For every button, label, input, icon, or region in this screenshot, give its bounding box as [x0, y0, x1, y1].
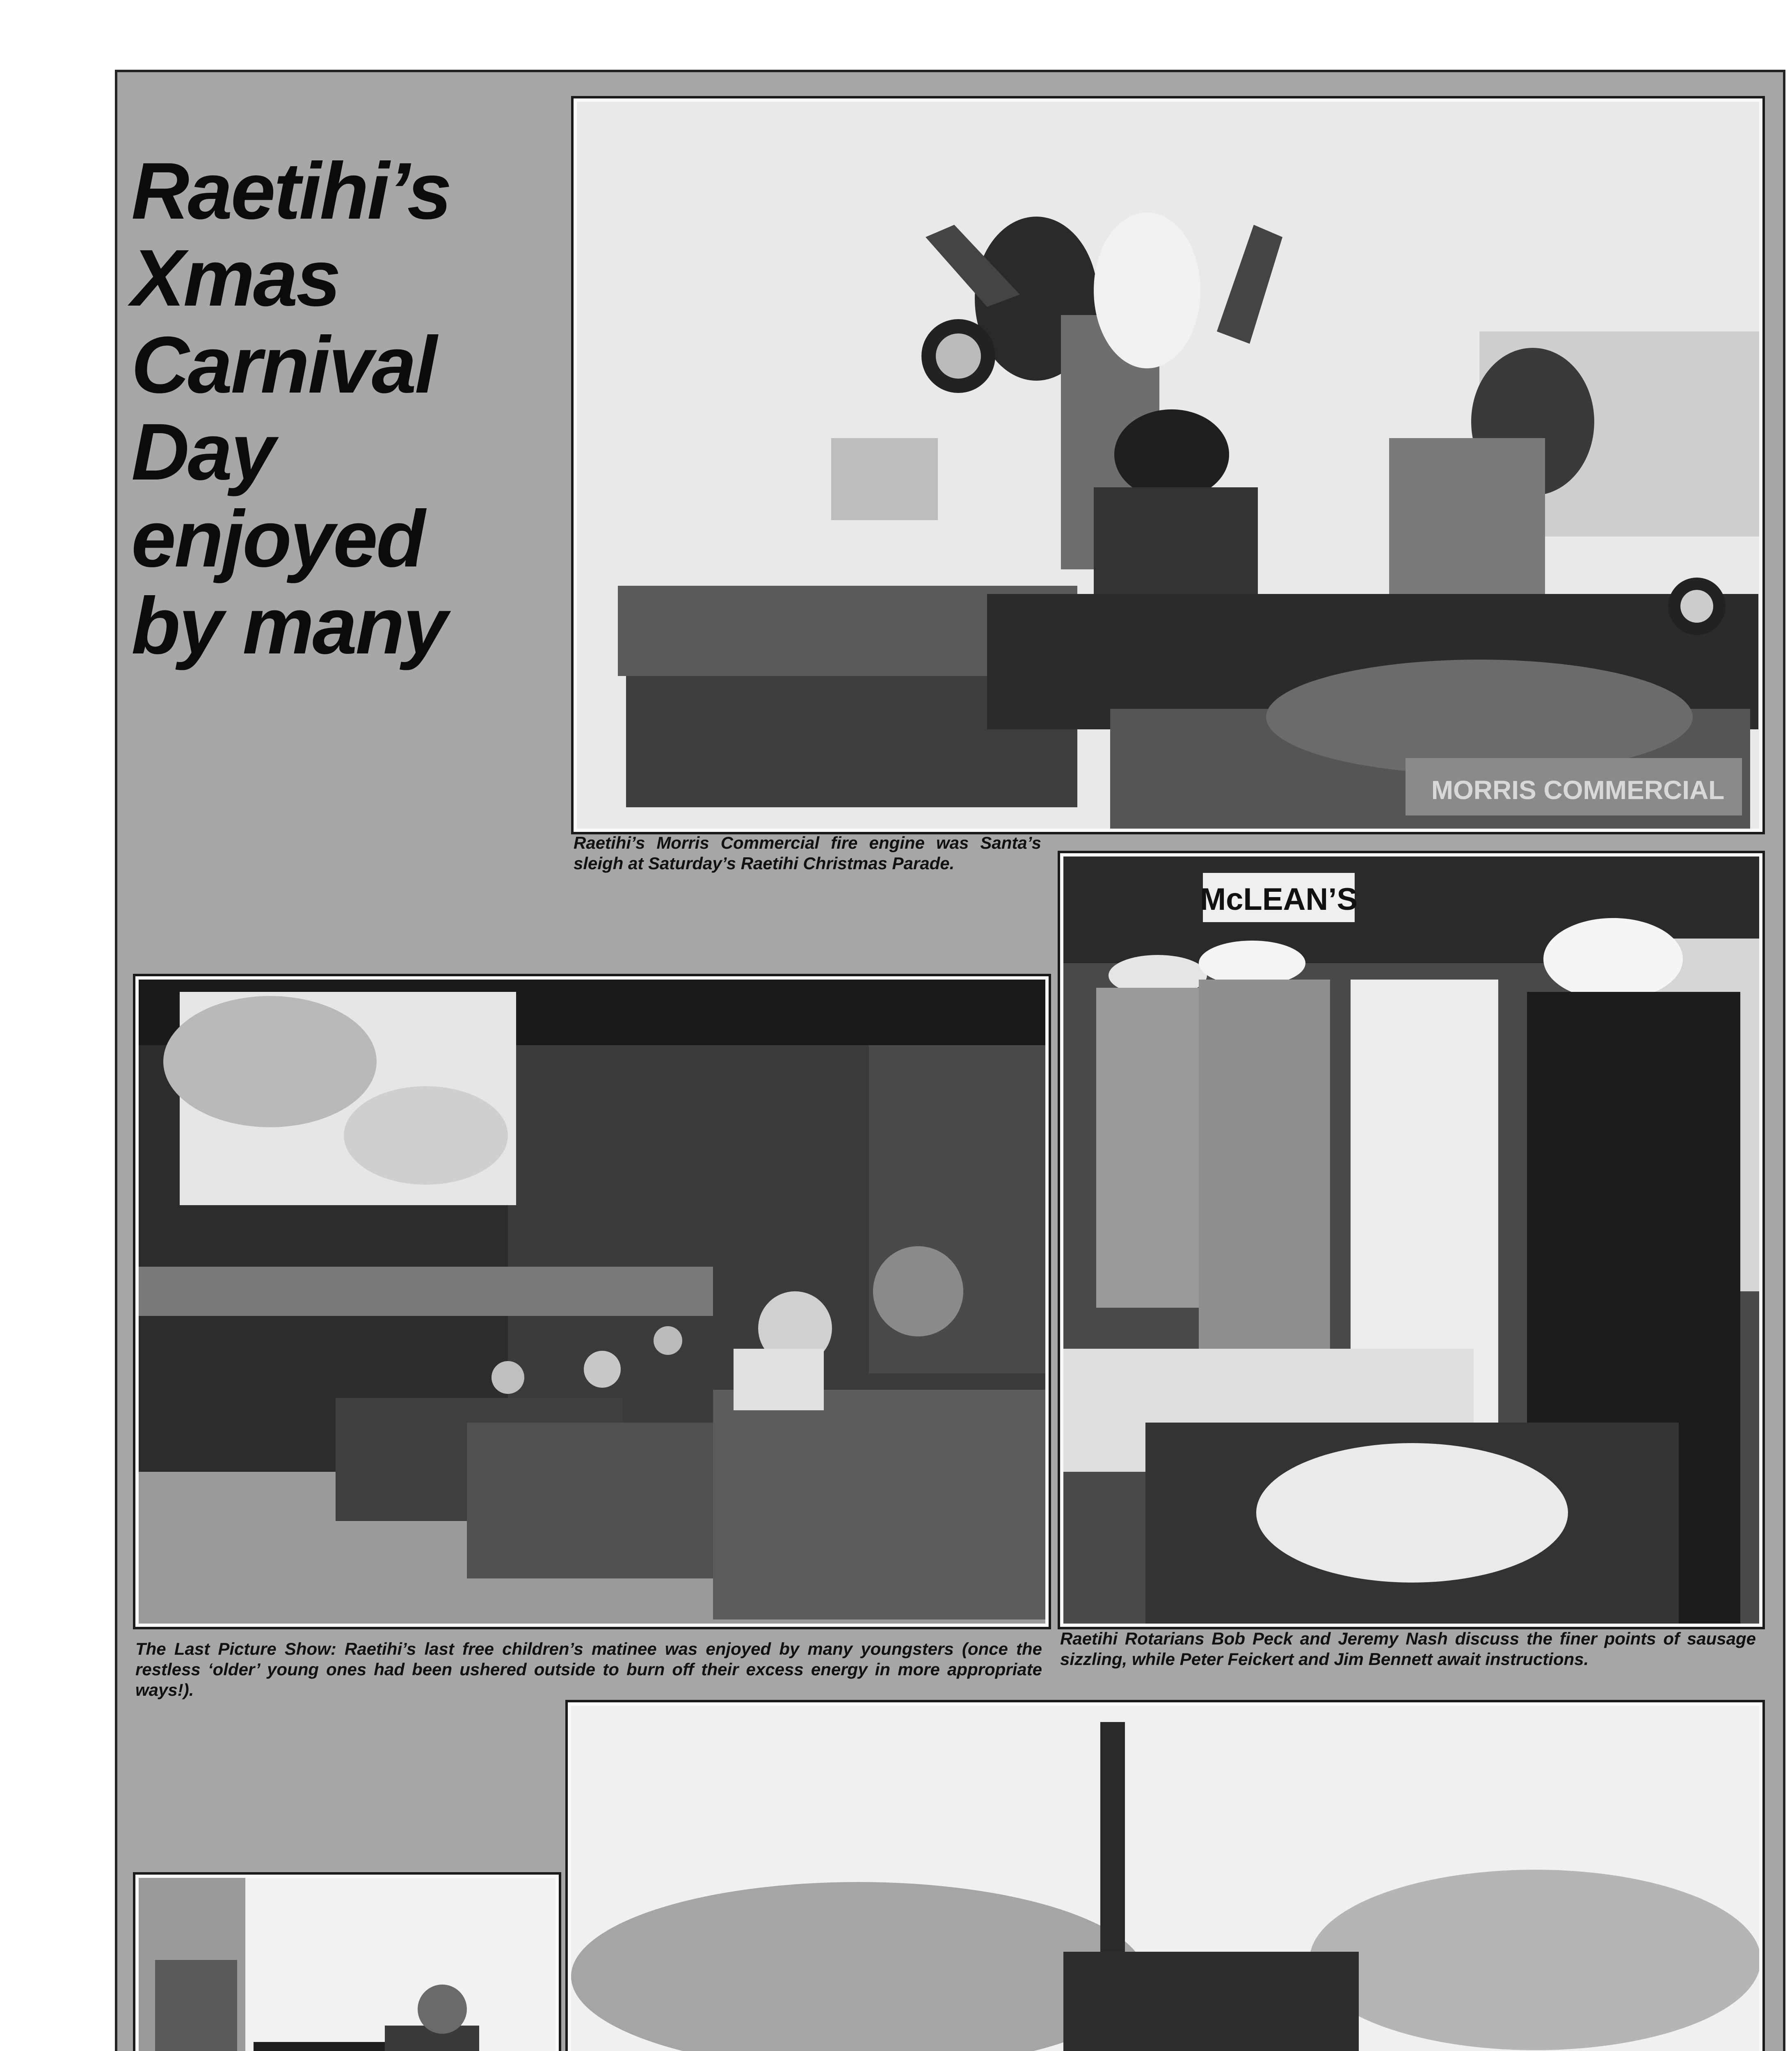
photo-rotarians-sausage-sizzle — [1060, 853, 1762, 1627]
photo-hot-rodders — [135, 1875, 559, 2051]
headline-line: Carnival — [131, 320, 436, 410]
headline-line: by many — [131, 581, 446, 671]
headline-line: Raetihi’s — [131, 146, 450, 236]
photo-ohakune-fire-brigade — [568, 1702, 1762, 2051]
headline-line: Xmas — [131, 233, 340, 323]
headline-line: Day — [131, 407, 274, 497]
cinema-illustration — [139, 980, 1045, 1624]
caption-fire-engine: Raetihi’s Morris Commercial fire engine was Santa’s sleigh at Saturday’s Raetihi Christmas Parade. — [574, 833, 1041, 873]
headline-line: enjoyed — [131, 494, 424, 584]
ohakune-engine-illustration — [571, 1706, 1759, 2051]
headline — [131, 148, 574, 669]
hot-rodders-illustration — [139, 1878, 555, 2051]
caption-rotarians: Raetihi Rotarians Bob Peck and Jeremy Nash discuss the finer points of sausage sizzling, while Peter Feickert and Jim Bennett await instructions. — [1060, 1629, 1756, 1669]
rotarians-illustration — [1063, 856, 1759, 1624]
photo-fire-engine-santa — [574, 98, 1762, 832]
photo-cinema-matinee — [135, 976, 1049, 1627]
mcleans-sign-text: McLEAN’S — [1200, 882, 1358, 917]
morris-grille-text: MORRIS COMMERCIAL — [1431, 775, 1725, 805]
caption-picture-show: The Last Picture Show: Raetihi’s last free children’s matinee was enjoyed by many youngsters (once the restless ‘older’ young ones had been ushered outside to burn off their excess energy in more appropriate ways!). — [135, 1639, 1042, 1699]
fire-engine-illustration — [577, 102, 1759, 829]
